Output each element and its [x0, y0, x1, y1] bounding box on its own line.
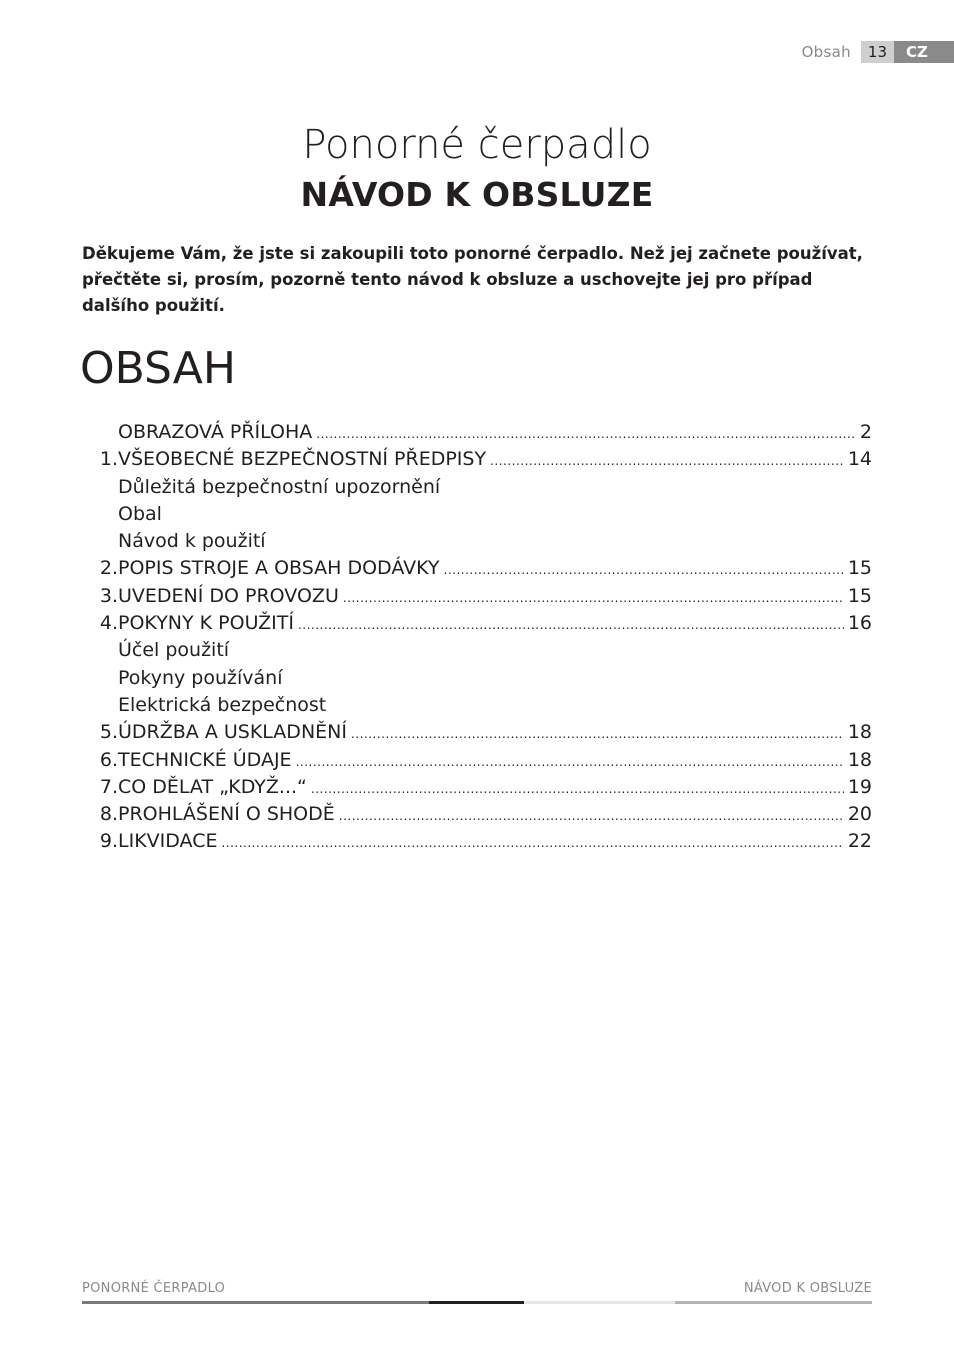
table-of-contents [82, 419, 872, 856]
toc-entry-label: Účel použití [118, 639, 230, 662]
header-tab [802, 41, 954, 63]
toc-entry-page: 14 [847, 448, 872, 471]
footer-left: PONORNÉ ČERPADLO [82, 1281, 226, 1296]
toc-leader-dots [296, 749, 844, 776]
toc-leader-dots [311, 776, 844, 803]
footer-right: NÁVOD K OBSLUZE [743, 1281, 872, 1296]
document-title: Ponorné čerpadlo [302, 122, 652, 168]
toc-entry [82, 828, 872, 855]
toc-entry-number: 5. [99, 721, 118, 744]
toc-leader-dots [444, 557, 844, 584]
intro-paragraph: Děkujeme Vám, že jste si zakoupili toto ponorné čerpadlo. Než jej začnete používat, přečtěte si, prosím, pozorně tento návod k obsluze a uschovejte jej pro případ dalšího použití. [82, 244, 863, 315]
toc-entry-label: VŠEOBECNÉ BEZPEČNOSTNÍ PŘEDPISY [118, 448, 487, 471]
toc-entry [82, 665, 872, 692]
toc-entry-number: 9. [99, 830, 118, 853]
language-tab: CZ [894, 41, 954, 63]
toc-entry [82, 474, 872, 501]
toc-entry-page: 15 [847, 584, 872, 607]
toc-entry-label: POKYNY K POUŽITÍ [118, 612, 294, 635]
toc-entry-label: UVEDENÍ DO PROVOZU [118, 584, 339, 607]
toc-heading: OBSAH [80, 343, 236, 394]
toc-entry-label: Pokyny používání [118, 666, 283, 689]
toc-leader-dots [343, 585, 844, 612]
toc-leader-dots [339, 803, 844, 830]
toc-entry-label: CO DĚLAT „KDYŽ...“ [118, 775, 307, 798]
footer-bar [82, 1301, 872, 1304]
page-number: 13 [861, 41, 894, 63]
toc-entry-page: 20 [847, 803, 872, 826]
toc-entry-label: ÚDRŽBA A USKLADNĚNÍ [118, 721, 347, 744]
toc-entry [82, 501, 872, 528]
toc-entry [82, 719, 872, 746]
toc-entry-label: LIKVIDACE [118, 830, 218, 853]
toc-entry [82, 801, 872, 828]
toc-entry-label: PROHLÁŠENÍ O SHODĚ [118, 803, 335, 826]
toc-entry-page: 18 [847, 748, 872, 771]
toc-entry-page: 22 [847, 830, 872, 853]
toc-entry [82, 637, 872, 664]
toc-entry [82, 446, 872, 473]
toc-entry [82, 747, 872, 774]
toc-entry-number: 3. [99, 584, 118, 607]
toc-entry [82, 583, 872, 610]
toc-entry-number: 2. [99, 557, 118, 580]
toc-leader-dots [221, 830, 843, 857]
header-section: Obsah [801, 43, 851, 61]
toc-leader-dots [490, 448, 844, 475]
toc-entry-label: Elektrická bezpečnost [118, 693, 327, 716]
toc-entry-number: 8. [99, 803, 118, 826]
toc-entry-number: 4. [99, 612, 118, 635]
toc-entry-label: Obal [118, 502, 162, 525]
toc-leader-dots [298, 612, 844, 639]
toc-entry-page: 15 [847, 557, 872, 580]
toc-entry [82, 528, 872, 555]
toc-entry-label: POPIS STROJE A OBSAH DODÁVKY [118, 557, 440, 580]
toc-leader-dots [316, 421, 856, 448]
toc-entry-number: 6. [99, 748, 118, 771]
toc-entry [82, 419, 872, 446]
toc-entry [82, 610, 872, 637]
toc-entry-page: 19 [847, 775, 872, 798]
toc-entry-label: Důležitá bezpečnostní upozornění [118, 475, 441, 498]
toc-entry-number: 7. [99, 775, 118, 798]
toc-entry-page: 18 [847, 721, 872, 744]
toc-entry [82, 692, 872, 719]
document-subtitle: NÁVOD K OBSLUZE [300, 175, 654, 214]
toc-leader-dots [351, 721, 844, 748]
toc-entry-label: Návod k použití [118, 530, 266, 553]
toc-entry [82, 555, 872, 582]
toc-entry-page: 2 [859, 421, 872, 443]
toc-entry-label: OBRAZOVÁ PŘÍLOHA [118, 421, 313, 443]
toc-entry [82, 774, 872, 801]
toc-entry-label: TECHNICKÉ ÚDAJE [118, 748, 292, 771]
toc-entry-number: 1. [99, 448, 118, 471]
toc-entry-page: 16 [847, 612, 872, 635]
